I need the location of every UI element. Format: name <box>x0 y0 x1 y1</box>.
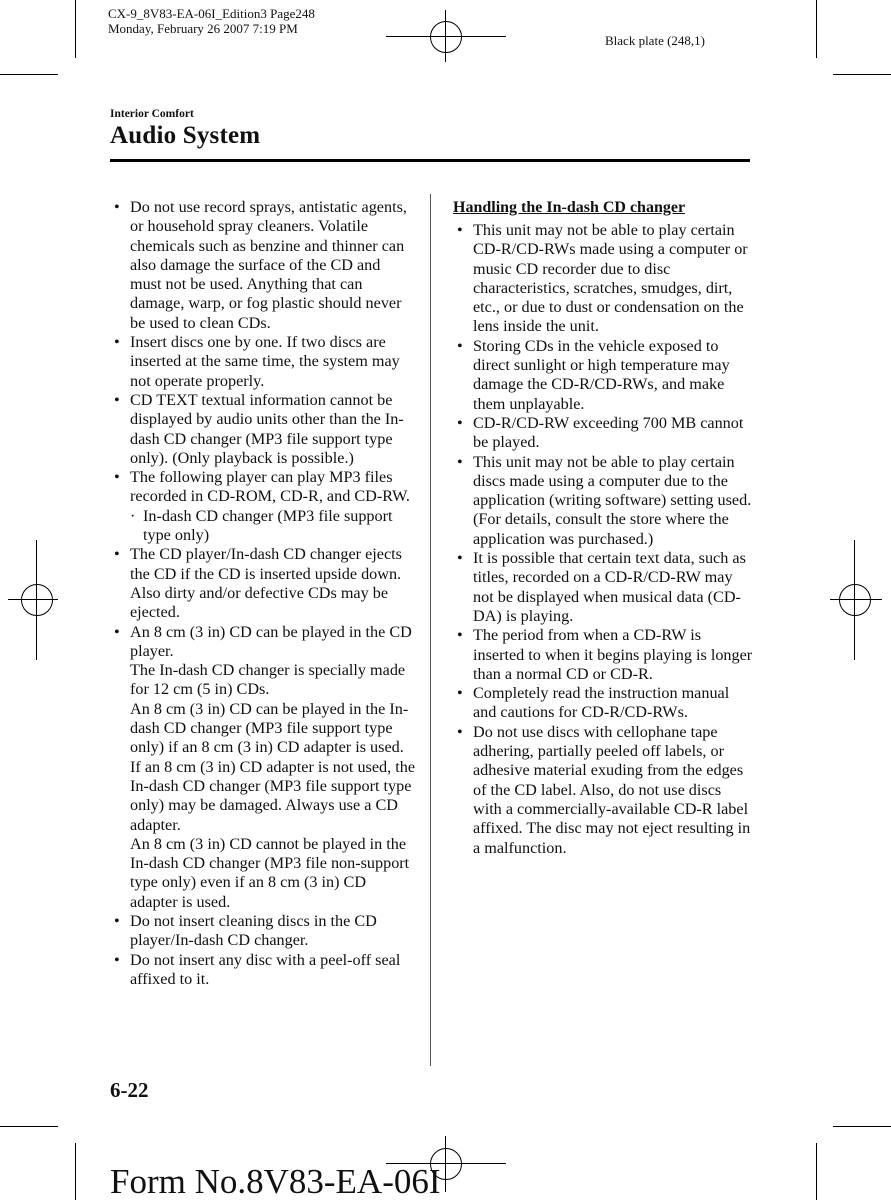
bullet-icon: • <box>114 390 120 409</box>
bullet-icon: • <box>457 684 463 703</box>
column-divider <box>430 194 431 1066</box>
print-job-info <box>108 6 315 36</box>
crop-mark-top-left-horizontal <box>0 74 58 75</box>
page-number: 6-22 <box>110 1078 149 1102</box>
bullet-icon: • <box>457 722 463 741</box>
crop-mark-bottom-right-horizontal <box>833 1126 891 1127</box>
item-paragraph: If an 8 cm (3 in) CD adapter is not used, the In-dash CD changer (MP3 file support type only) may be damaged. Always use a CD adapter. <box>130 757 416 834</box>
bullet-icon: • <box>114 468 120 487</box>
left-column <box>110 198 415 989</box>
list-item: • Do not use record sprays, antistatic agents, or household spray cleaners. Volatile chemicals such as benzine and thinner can also damage the surface of the CD and must not be used. Anything that can damage, warp, or fog plastic should never be used to clean CDs. <box>114 198 407 332</box>
bullet-icon: • <box>114 911 120 930</box>
list-item: • Do not insert any disc with a peel-off seal affixed to it. <box>114 950 401 988</box>
list-item: • Insert discs one by one. If two discs are inserted at the same time, the system may not operate properly. <box>114 333 400 390</box>
list-item: • Storing CDs in the vehicle exposed to direct sunlight or high temperature may damage the CD-R/CD-RWs, and make them unplayable. <box>457 336 730 413</box>
bullet-icon: • <box>457 549 463 568</box>
list-item: • The following player can play MP3 files recorded in CD-ROM, CD-R, and CD-RW. · In-dash CD changer (MP3 file support type only) <box>110 468 415 545</box>
bullet-icon: • <box>114 622 120 641</box>
bullet-icon: • <box>457 626 463 645</box>
bullet-icon: • <box>457 336 463 355</box>
bullet-icon: • <box>457 221 463 239</box>
bullet-icon: • <box>457 413 463 432</box>
bullet-icon: • <box>114 950 120 969</box>
list-item: • An 8 cm (3 in) CD can be played in the CD player. The In-dash CD changer is specially made for 12 cm (5 in) CDs. An 8 cm (3 in) CD can be played in the In-dash CD changer (MP3 file support type only) if an 8 cm (3 in) CD adapter is used. If an 8 cm (3 in) CD adapter is not used, the In-dash CD changer (MP3 file support type only) may be damaged. Always use a CD adapter. An 8 cm (3 in) CD cannot be played in the In-dash CD changer (MP3 file non-support type only) even if an 8 cm (3 in) CD adapter is used. <box>114 622 416 911</box>
list-item: • The CD player/In-dash CD changer ejects the CD if the CD is inserted upside down. Also dirty and/or defective CDs may be ejected. <box>114 545 402 622</box>
crop-mark-top-right-horizontal <box>833 74 891 75</box>
list-item: • CD TEXT textual information cannot be displayed by audio units other than the In-dash CD changer (MP3 file support type only). (Only playback is possible.) <box>114 390 404 467</box>
list-item: • Completely read the instruction manual and cautions for CD-R/CD-RWs. <box>457 684 730 722</box>
item-paragraph: The In-dash CD changer is specially made for 12 cm (5 in) CDs. <box>130 661 406 699</box>
list-item: • Do not insert cleaning discs in the CD player/In-dash CD changer. <box>114 911 377 950</box>
list-item: • Do not use discs with cellophane tape adhering, partially peeled off labels, or adhesive material exuding from the edges of the CD label. Also, do not use discs with a commercially-available CD-R label affixed. The disc may not eject resulting in a malfunction. <box>457 722 751 857</box>
item-paragraph: An 8 cm (3 in) CD can be played in the In-dash CD changer (MP3 file support type only) if an 8 cm (3 in) CD adapter is used. <box>130 699 409 757</box>
list-item: • The period from when a CD-RW is inserted to when it begins playing is longer than a normal CD or CD-R. <box>457 626 753 683</box>
page-title: Audio System <box>110 122 261 149</box>
form-number: Form No.8V83-EA-06I <box>110 1162 441 1201</box>
plate-label: Black plate (248,1) <box>605 33 705 48</box>
subsection-heading: Handling the In-dash CD changer <box>453 199 686 216</box>
crop-mark-bottom-left-horizontal <box>0 1126 58 1127</box>
section-label: Interior Comfort <box>110 108 194 120</box>
list-item: • This unit may not be able to play certain discs made using a computer due to the application (writing software) setting used. (For details, consult the store where the application was purchased.) <box>457 452 752 548</box>
list-item: • This unit may not be able to play certain CD-R/CD-RWs made using a computer or music CD recorder due to disc characteristics, scratches, smudges, dirt, etc., or due to dust or condensation on the lens inside the unit. <box>457 221 748 336</box>
crop-mark-bottom-left-vertical <box>75 1143 76 1200</box>
item-paragraph: An 8 cm (3 in) CD cannot be played in the In-dash CD changer (MP3 file non-support type only) even if an 8 cm (3 in) CD adapter is used. <box>130 834 410 911</box>
bullet-icon: • <box>114 198 120 216</box>
sub-item: · In-dash CD changer (MP3 file support type only) <box>130 506 393 545</box>
print-job-date: Monday, February 26 2007 7:19 PM <box>108 21 298 36</box>
bullet-icon: • <box>114 333 120 352</box>
bullet-icon: • <box>114 545 120 564</box>
crop-mark-bottom-right-vertical <box>816 1143 817 1200</box>
title-rule <box>110 159 750 162</box>
left-bullet-list <box>110 198 415 989</box>
crop-mark-top-right-vertical <box>816 0 817 58</box>
list-item: • CD-R/CD-RW exceeding 700 MB cannot be played. <box>457 413 744 452</box>
print-job-file: CX-9_8V83-EA-06I_Edition3 Page248 <box>108 6 315 21</box>
right-bullet-list <box>453 221 753 858</box>
bullet-icon: • <box>457 452 463 471</box>
right-column <box>453 198 753 858</box>
sub-bullet-icon: · <box>130 506 136 525</box>
list-item: • It is possible that certain text data, such as titles, recorded on a CD-R/CD-RW may not be displayed when musical data (CD-DA) is playing. <box>457 549 746 625</box>
crop-mark-top-left-vertical <box>75 0 76 58</box>
